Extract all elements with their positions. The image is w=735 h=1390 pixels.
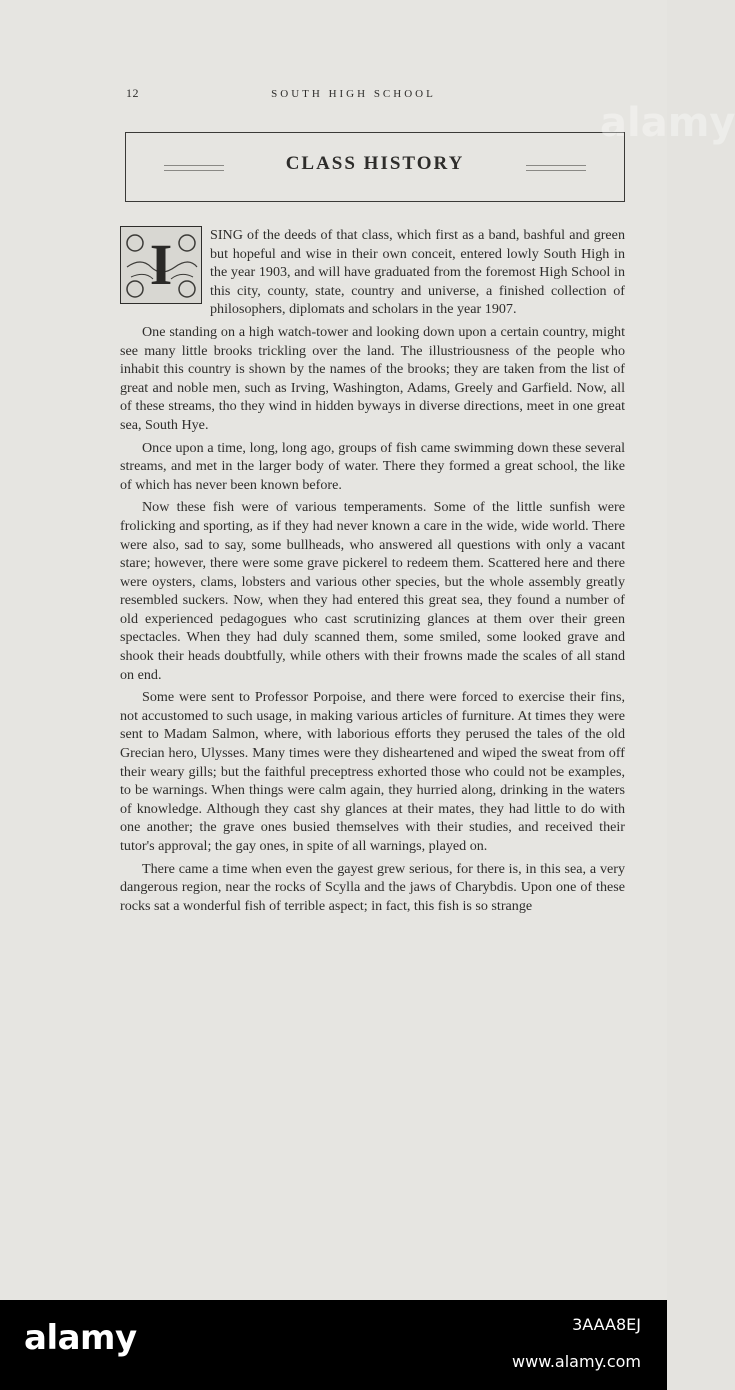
paragraph-2: One standing on a high watch-tower and looking down upon a certain country, might see many little brooks trickling over the land. The illustriousness of the people who inhabit this country is shown by the names of the brooks; they are taken from the list of great and noble men, such as Irving, Washington, Adams, Greely and Garfield. Now, all of these streams, tho they wind in hidden byways in diverse directions, meet in one great sea, South Hye.: [120, 323, 625, 433]
paragraph-6: There came a time when even the gayest grew serious, for there is, in this sea, a very dangerous region, near the rocks of Scylla and the jaws of Charybdis. Upon one of these rocks sat a wonderful fish of terrible aspect; in fact, this fish is so strange: [120, 860, 625, 914]
title-ornament-right: [526, 165, 586, 171]
paragraph-4: Now these fish were of various temperaments. Some of the little sunfish were frolicking and sporting, as if they had never known a care in the wide, wide world. There were also, sad to say, some bullheads, who answered all questions with only a vacant stare; however, there were some grave pickerel to redeem them. Scattered here and there were oysters, clams, lobsters and various other species, but the whole assembly greatly resembled suckers. Now, when they had entered this great sea, they found a number of old experienced pedagogues who cast scrutinizing glances at them over their green spectacles. When they had duly scanned them, some smiled, some looked grave and shook their heads doubtfully, while others with their frowns made the scales of all stand on end.: [120, 499, 625, 683]
title-box: [125, 132, 625, 202]
page-number: 12: [126, 86, 139, 100]
site-url[interactable]: www.alamy.com: [512, 1352, 641, 1371]
dropcap-letter: I: [149, 232, 173, 297]
illuminated-dropcap: [120, 226, 202, 304]
running-head: SOUTH HIGH SCHOOL: [271, 88, 436, 100]
paragraph-3: Once upon a time, long, long ago, groups of fish came swimming down these several streams, and met in the larger body of water. There they formed a great school, the like of which has never been known before.: [120, 439, 625, 493]
watermark: alamy: [600, 100, 735, 146]
page-title: CLASS HISTORY: [285, 153, 465, 174]
article-body: [120, 226, 625, 919]
paragraph-5: Some were sent to Professor Porpoise, and there were forced to exercise their fins, not accustomed to such usage, in making various articles of furniture. At times they were sent to Madam Salmon, where, with laborious efforts they perused the tales of the old Grecian hero, Ulysses. Many times were they disheartened and wiped the sweat from off their weary gills; but the faithful preceptress exhorted those who could not be examples, to be warnings. When things were calm again, they hurried along, drinking in the waters of knowledge. Although they cast shy glances at their mates, they had little to do with one another; the grave ones busied themselves with their studies, and received their tutor's approval; the gay ones, in spite of all warnings, played on.: [120, 689, 625, 854]
alamy-logo[interactable]: alamy: [24, 1318, 137, 1358]
paragraph-1: [120, 226, 625, 319]
stock-footer: [0, 1300, 667, 1390]
image-id: 3AAA8EJ: [572, 1315, 641, 1334]
paragraph-1-text: SING of the deeds of that class, which first as a band, bashful and green but hopeful and wise in their own conceit, entered lowly South High in the year 1903, and will have graduated from the foremost High School in this city, county, state, country and universe, a finished collection of philosophers, diplomats and scholars in the year 1907.: [210, 227, 625, 318]
